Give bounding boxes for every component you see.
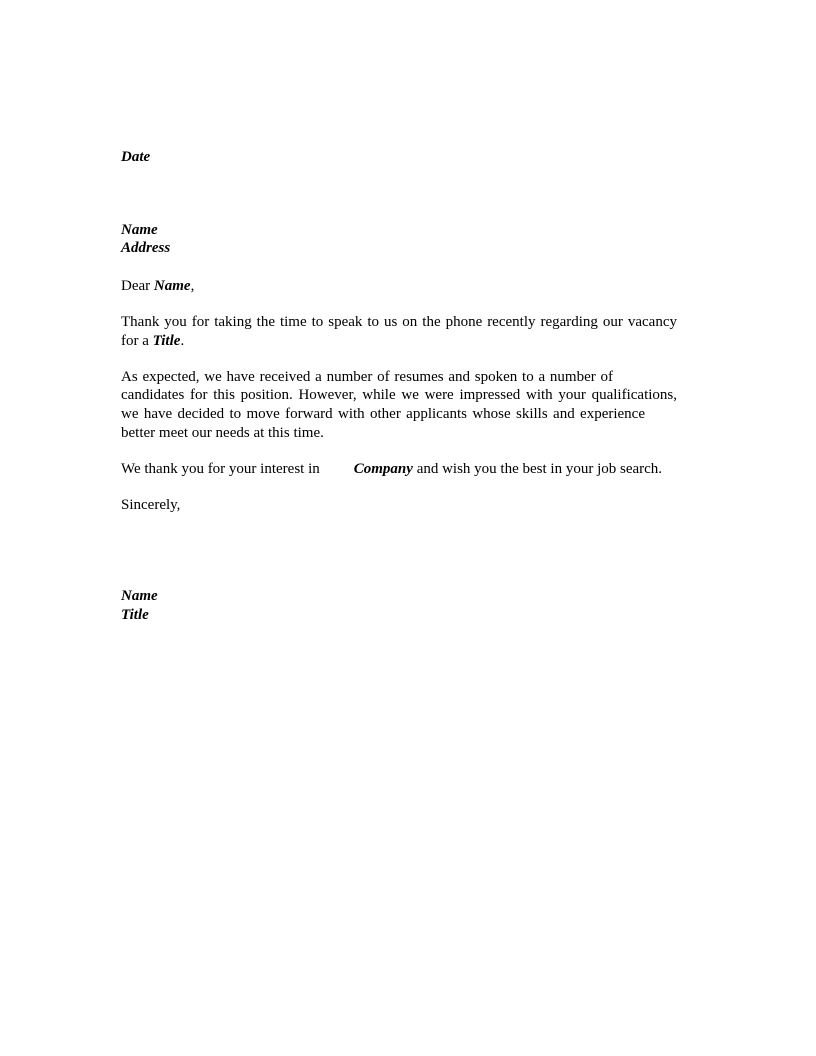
paragraph1-line2 — [121, 332, 677, 351]
paragraph2-line1: As expected, we have received a number of resumes and spoken to a number of — [121, 368, 613, 385]
paragraph3-line — [121, 460, 677, 479]
salutation-prefix: Dear — [121, 278, 154, 295]
recipient-name: Name — [121, 221, 158, 238]
paragraph2-line4: better meet our needs at this time. — [121, 424, 324, 441]
salutation-suffix: , — [190, 278, 195, 295]
signature-title: Title — [121, 607, 149, 624]
title-placeholder: Title — [152, 332, 181, 349]
tab-spacer — [320, 472, 354, 473]
salutation-line — [121, 277, 677, 296]
salutation-name-placeholder: Name — [153, 278, 191, 295]
signature-name: Name — [121, 588, 158, 605]
paragraph1-line2-suffix: . — [180, 332, 185, 349]
company-placeholder: Company — [353, 460, 413, 477]
recipient-address: Address — [121, 240, 171, 257]
date-placeholder: Date — [121, 149, 151, 165]
paragraph2-line3: we have decided to move forward with other applicants whose skills and experience — [121, 406, 645, 423]
closing: Sincerely, — [121, 496, 181, 513]
paragraph1-line2-prefix: for a — [121, 332, 153, 349]
paragraph3-suffix: and wish you the best in your job search. — [412, 460, 663, 477]
paragraph1-line1: Thank you for taking the time to speak to us on the phone recently regarding our vacancy — [121, 314, 677, 331]
paragraph2-line2: candidates for this position. However, while we were impressed with your qualifications, — [121, 387, 677, 404]
paragraph3-prefix: We thank you for your interest in — [121, 460, 320, 477]
